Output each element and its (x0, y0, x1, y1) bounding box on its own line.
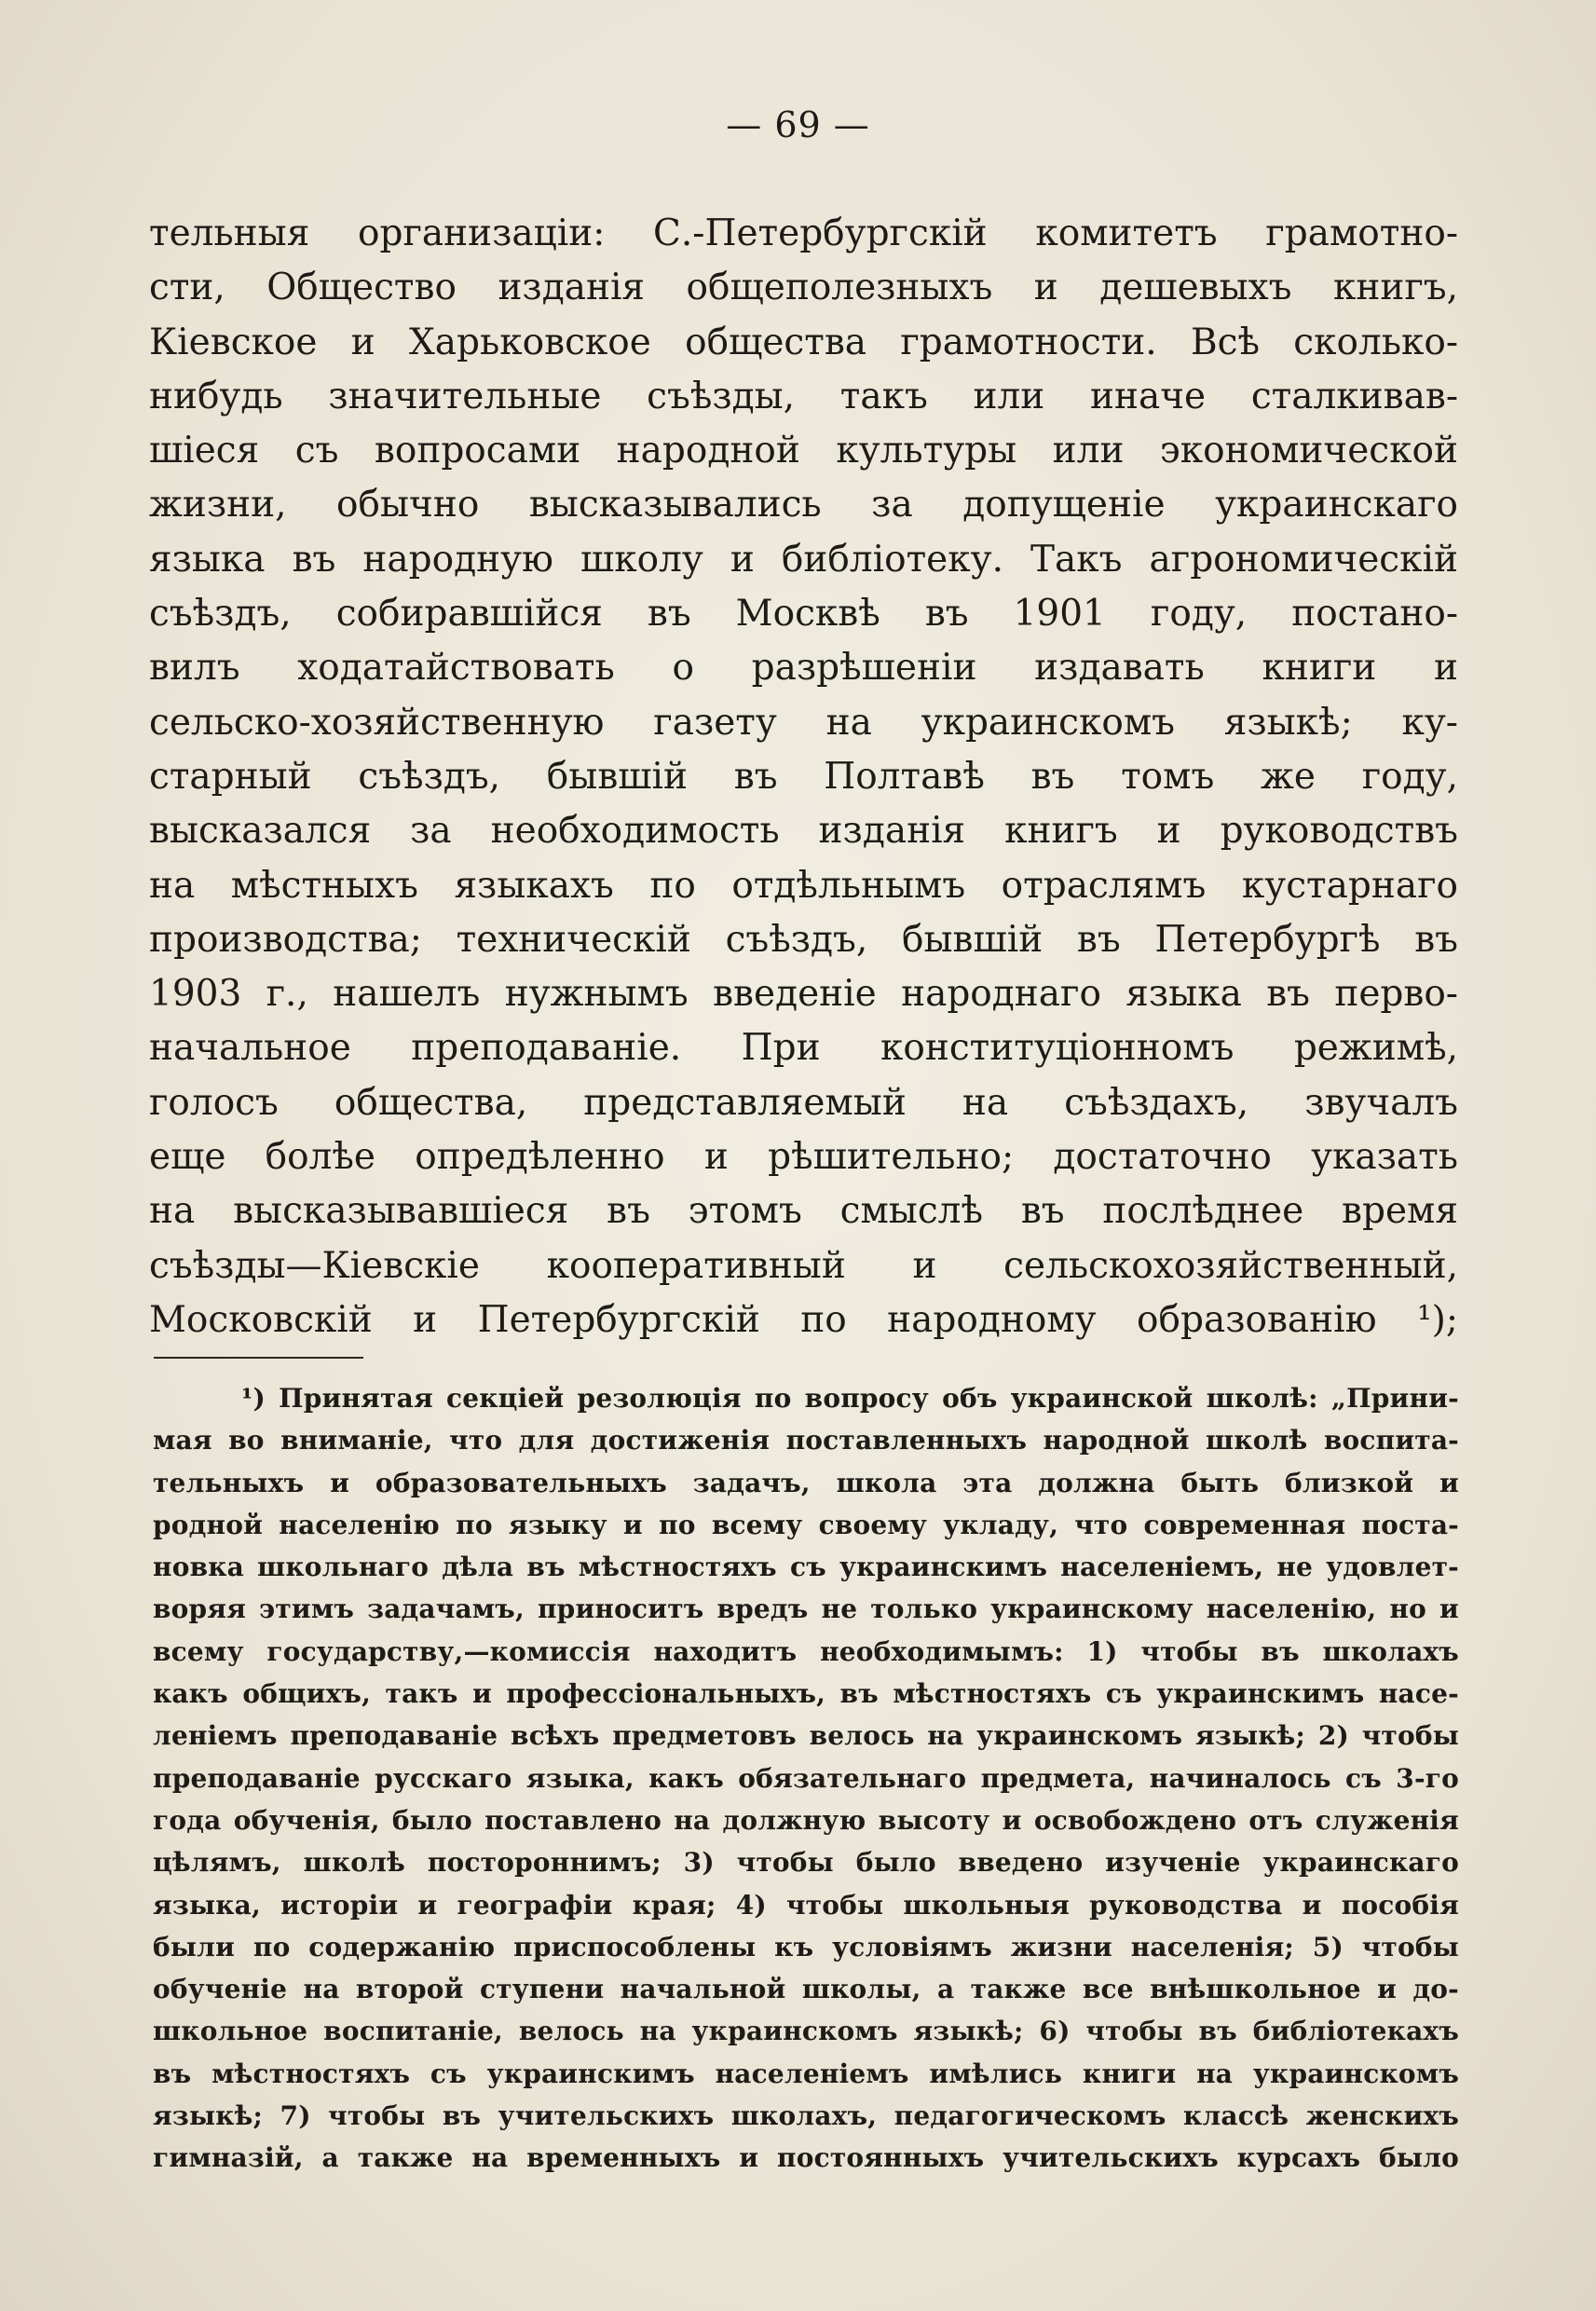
footnote-line: всему государству,—комиссiя находитъ необходимымъ: 1) чтобы въ школахъ (153, 1635, 1459, 1667)
body-line: Кiевское и Харьковское общества грамотности. Всѣ сколько- (149, 321, 1458, 363)
footnote-line: какъ общихъ, такъ и профессiональныхъ, въ мѣстностяхъ съ украинскимъ насе- (153, 1678, 1459, 1710)
footnote-line: преподаванiе русскаго языка, какъ обязательнаго предмета, начиналось съ 3-го (153, 1762, 1459, 1794)
footnote-line: ¹) Принятая секцiей резолюцiя по вопросу объ украинской школѣ: „Прини- (241, 1383, 1459, 1414)
footnote-line: мая во вниманiе, что для достиженiя поставленныхъ народной школѣ воспита- (153, 1425, 1459, 1456)
body-line: шiеся съ вопросами народной культуры или экономической (149, 430, 1458, 472)
footnote-divider (154, 1357, 363, 1359)
footnote-line: новка школьнаго дѣла въ мѣстностяхъ съ украинскимъ населенiемъ, не удовлет- (153, 1552, 1459, 1583)
body-line: 1903 г., нашелъ нужнымъ введенiе народнаго языка въ перво- (149, 973, 1458, 1016)
body-line: сти, Общество изданiя общеполезныхъ и дешевыхъ книгъ, (149, 267, 1458, 309)
body-line: старный съѣздъ, бывшiй въ Полтавѣ въ томъ же году, (149, 755, 1458, 798)
body-line: еще болѣе опредѣленно и рѣшительно; достаточно указать (149, 1136, 1458, 1179)
footnote-line: школьное воспитанiе, велось на украинскомъ языкѣ; 6) чтобы въ библiотекахъ (153, 2016, 1459, 2047)
footnote-line: языкѣ; 7) чтобы въ учительскихъ школахъ, педагогическомъ классѣ женскихъ (153, 2100, 1459, 2132)
body-line: съѣзды—Кiевскiе кооперативный и сельскохозяйственный, (149, 1244, 1458, 1287)
body-line: сельско-хозяйственную газету на украинскомъ языкѣ; ку- (149, 701, 1458, 744)
body-line: на высказывавшiеся въ этомъ смыслѣ въ послѣднее время (149, 1190, 1458, 1233)
body-line: Московскiй и Петербургскiй по народному образованiю ¹); (149, 1298, 1458, 1341)
footnote-line: были по содержанiю приспособлены къ условiямъ жизни населенiя; 5) чтобы (153, 1931, 1459, 1962)
body-line: тельныя организацiи: С.-Петербургскiй комитетъ грамотно- (149, 212, 1458, 254)
body-line: начальное преподаванiе. При конституцiонномъ режимѣ, (149, 1027, 1458, 1070)
footnote-line: года обученiя, было поставлено на должную высоту и освобождено отъ служенiя (153, 1804, 1459, 1836)
footnote-line: гимназiй, а также на временныхъ и постоянныхъ учительскихъ курсахъ было (153, 2142, 1459, 2174)
body-line: производства; техническiй съѣздъ, бывшiй въ Петербургѣ въ (149, 918, 1458, 961)
footnote-line: цѣлямъ, школѣ постороннимъ; 3) чтобы было введено изученiе украинскаго (153, 1847, 1459, 1879)
footnote-line: ленiемъ преподаванiе всѣхъ предметовъ велось на украинскомъ языкѣ; 2) чтобы (153, 1720, 1459, 1752)
body-line: на мѣстныхъ языкахъ по отдѣльнымъ отраслямъ кустарнаго (149, 864, 1458, 907)
footnote-line: языка, исторiи и географiи края; 4) чтобы школьныя руководства и пособiя (153, 1889, 1459, 1921)
body-text (149, 207, 1458, 1347)
footnote-line: въ мѣстностяхъ съ украинскимъ населенiемъ имѣлись книги на украинскомъ (153, 2058, 1459, 2089)
page-number: — 69 — (726, 104, 870, 145)
body-line: высказался за необходимость изданiя книгъ и руководствъ (149, 810, 1458, 853)
footnote-line: обученiе на второй ступени начальной школы, а также все внѣшкольное и до- (153, 1974, 1459, 2005)
body-line: нибудь значительные съѣзды, такъ или иначе сталкивав- (149, 375, 1458, 417)
body-line: съѣздъ, собиравшiйся въ Москвѣ въ 1901 году, постано- (149, 593, 1458, 636)
body-line: жизни, обычно высказывались за допущенiе украинскаго (149, 484, 1458, 526)
footnote (153, 1377, 1459, 2180)
body-line: языка въ народную школу и библiотеку. Такъ агрономическiй (149, 538, 1458, 581)
footnote-line: родной населенiю по языку и по всему своему укладу, что современная поста- (153, 1509, 1459, 1540)
footnote-line: тельныхъ и образовательныхъ задачъ, школа эта должна быть близкой и (153, 1467, 1459, 1498)
footnote-line: воряя этимъ задачамъ, приноситъ вредъ не только украинскому населенiю, но и (153, 1593, 1459, 1625)
body-line: вилъ ходатайствовать о разрѣшенiи издавать книги и (149, 647, 1458, 690)
body-line: голосъ общества, представляемый на съѣздахъ, звучалъ (149, 1081, 1458, 1124)
